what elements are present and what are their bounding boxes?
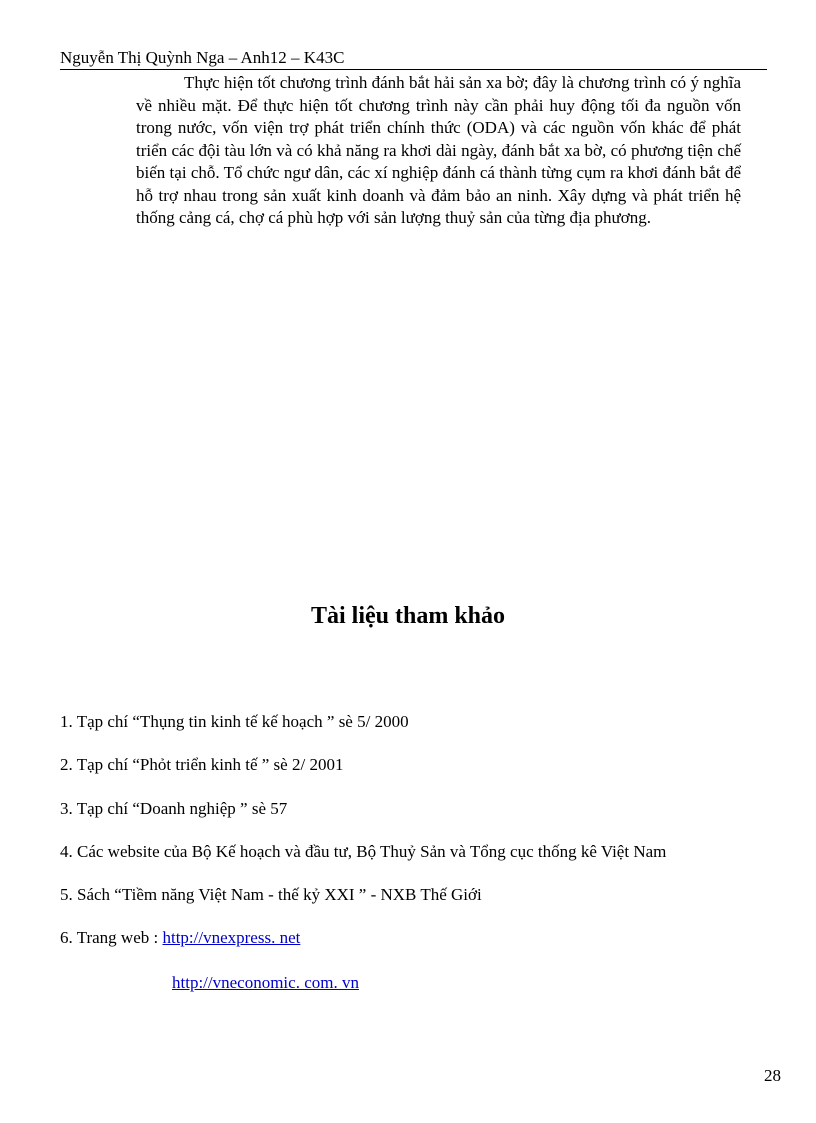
reference-item-4: 4. Các website của Bộ Kế hoạch và đầu tư, Bộ Thuỷ Sản và Tổng cục thống kê Việt Nam (60, 841, 667, 861)
reference-item-6 (60, 927, 666, 970)
reference-item-6-label: 6. Trang web : (60, 928, 163, 948)
vnexpress-link[interactable]: http://vnexpress. net (162, 928, 301, 948)
reference-item-3: 3. Tạp chí “Doanh nghiệp ” sè 57 (60, 798, 288, 818)
references-title: Tài liệu tham khảo (310, 603, 506, 629)
reference-item-1: 1. Tạp chí “Thụng tin kinh tế kế hoạch ” sè 5/ 2000 (60, 712, 409, 731)
page-header: Nguyễn Thị Quỳnh Nga – Anh12 – K43C (60, 48, 767, 70)
references-list (60, 711, 666, 971)
vneconomic-link[interactable]: http://vneconomic. com. vn (172, 973, 359, 992)
page-number: 28 (764, 1066, 781, 1085)
reference-item-5: 5. Sách “Tiềm năng Việt Nam - thế kỷ XXI ” - NXB Thế Giới (60, 885, 482, 905)
reference-extra-link-row (172, 972, 359, 994)
reference-item-2: 2. Tạp chí “Phỏt triển kinh tế ” sè 2/ 2001 (60, 755, 344, 775)
body-paragraph: Thực hiện tốt chương trình đánh bắt hải sản xa bờ; đây là chương trình có ý nghĩa về nhiều mặt. Để thực hiện tốt chương trình này cần phải huy động tối đa nguồn vốn trong nước, vốn viện trợ phát triển chính thức (ODA) và các nguồn vốn khác để phát triển các đội tàu lớn và có khả năng ra khơi dài ngày, đánh bắt xa bờ, có phương tiện chế biến tại chỗ. Tổ chức ngư dân, các xí nghiệp đánh cá thành từng cụm ra khơi đánh bắt để hỗ trợ nhau trong sản xuất kinh doanh và đảm bảo an ninh. Xây dựng và phát triển hệ thống cảng cá, chợ cá phù hợp với sản lượng thuỷ sản của từng địa phương. (136, 73, 741, 227)
